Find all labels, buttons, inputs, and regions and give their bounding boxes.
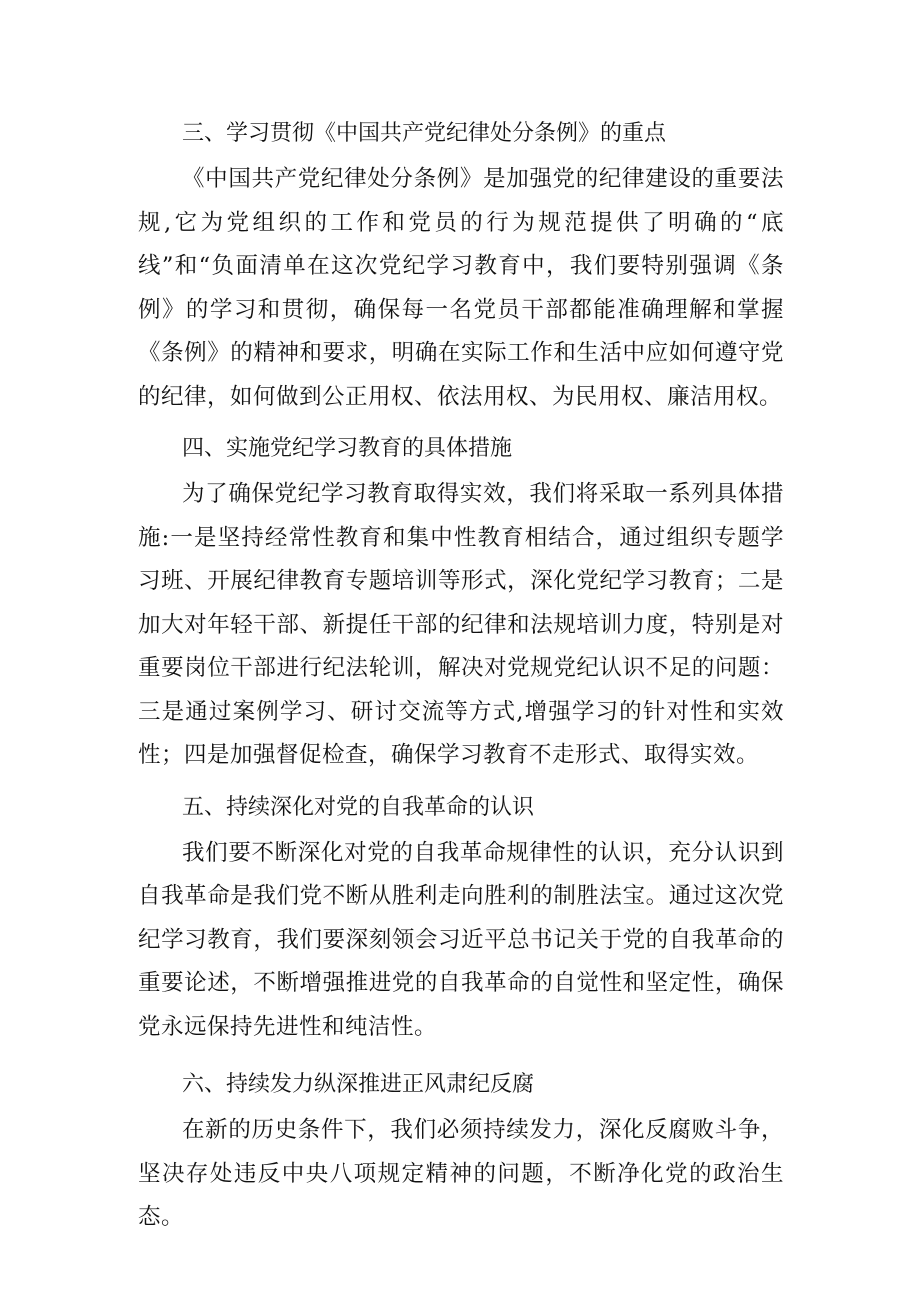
section-heading: 五、持续深化对党的自我革命的认识 [182, 794, 535, 820]
document-body [138, 110, 784, 1240]
section-paragraph: 为了确保党纪学习教育取得实效，我们将采取一系列具体措施:一是坚持经常性教育和集中性教育相结合，通过组织专题学习班、开展纪律教育专题培训等形式，深化党纪学习教育；二是加大对年轻干部、新提任干部的纪律和法规培训力度，特别是对重要岗位干部进行纪法轮训，解决对党规党纪认识不足的问题：三是通过案例学习、研讨交流等方式,增强学习的针对性和实效性；四是加强督促检查，确保学习教育不走形式、取得实效。 [138, 481, 784, 768]
section-3 [138, 110, 784, 419]
section-paragraph: 在新的历史条件下，我们必须持续发力，深化反腐败斗争，坚决存处违反中央八项规定精神的问题，不断净化党的政治生态。 [138, 1117, 784, 1230]
section-5 [138, 784, 784, 1050]
section-paragraph: 我们要不断深化对党的自我革命规律性的认识，充分认识到自我革命是我们党不断从胜利走向胜利的制胜法宝。通过这次党纪学习教育，我们要深刻领会习近平总书记关于党的自我革命的重要论述，不断增强推进党的自我革命的自觉性和坚定性，确保党永远保持先进性和纯洁性。 [138, 839, 784, 1040]
section-heading: 三、学习贯彻《中国共产党纪律处分条例》的重点 [182, 121, 667, 146]
section-4 [138, 425, 784, 778]
section-heading: 六、持续发力纵深推进正风肃纪反腐 [182, 1072, 535, 1097]
section-paragraph: 《中国共产党纪律处分条例》是加强党的纪律建设的重要法规,它为党组织的工作和党员的行为规范提供了明确的“底线”和“负面清单在这次党纪学习教育中，我们要特别强调《条例》的学习和贯彻，确保每一名党员干部都能准确理解和掌握《条例》的精神和要求，明确在实际工作和生活中应如何遵守党的纪律，如何做到公正用权、依法用权、为民用权、廉洁用权。 [138, 166, 784, 410]
section-6 [138, 1061, 784, 1240]
section-heading: 四、实施党纪学习教育的具体措施 [182, 436, 513, 461]
